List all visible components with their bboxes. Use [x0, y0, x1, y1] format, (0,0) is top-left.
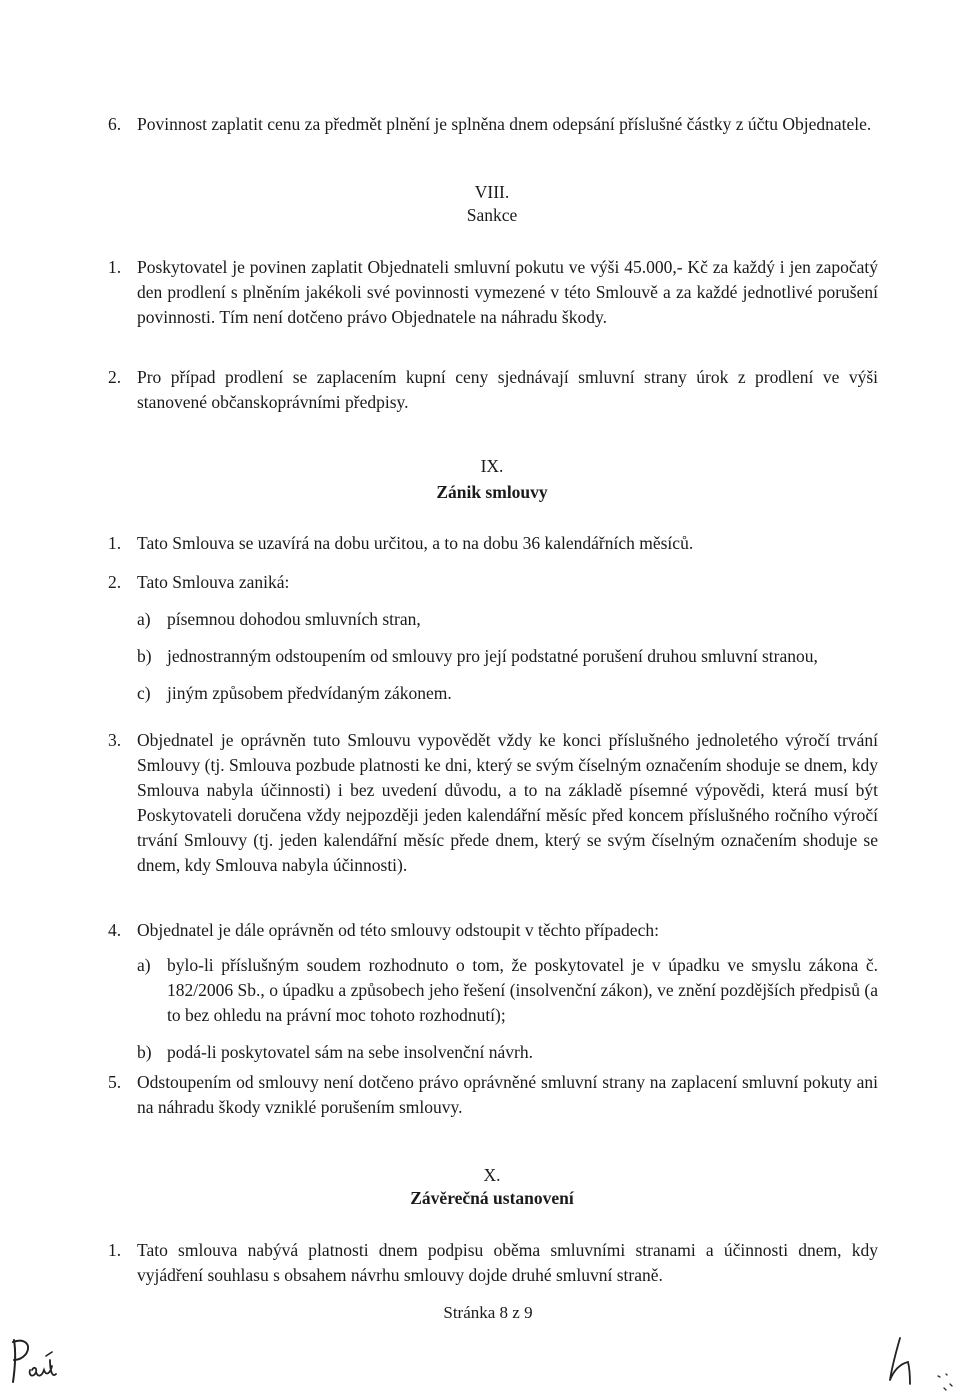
clause-number: 1.	[108, 533, 122, 553]
clause-ix-2	[108, 570, 878, 706]
clause-text: Objednatel je oprávněn tuto Smlouvu vypovědět vždy ke konci příslušného jednoletého výročí trvání Smlouvy (tj. Smlouva pozbude platnosti ke dni, který se svým číselným označením shoduje se dnem, kdy Smlouva nabyla účinnosti) i bez uvedení důvodu, a to na základě písemné výpovědi, která musí být Poskytovateli doručena vždy nejpozději jeden kalendářní měsíc před koncem příslušného ročního výročí trvání Smlouvy (tj. jeden kalendářní měsíc přede dnem, který se svým číselným označením shoduje se dnem, kdy Smlouva nabyla účinnosti).	[137, 730, 878, 875]
section-viii-title: Sankce	[466, 205, 518, 225]
clause-6	[108, 112, 878, 137]
subclause-text: podá-li poskytovatel sám na sebe insolvenční návrh.	[167, 1042, 533, 1062]
clause-viii-1	[108, 255, 878, 330]
section-viii-numeral: VIII.	[474, 182, 510, 202]
clause-text: Poskytovatel je povinen zaplatit Objednateli smluvní pokutu ve výši 45.000,- Kč za každý i jen započatý den prodlení s plněním jakékoli své povinnosti vymezené v této Smlouvě a za každé jednotlivé porušení povinnosti. Tím není dotčeno právo Objednatele na náhradu škody.	[137, 257, 878, 327]
subclause-letter: c)	[137, 683, 151, 703]
clause-number: 1.	[108, 257, 122, 277]
clause-ix-3	[108, 728, 878, 878]
subclause-letter: b)	[137, 646, 152, 666]
clause-number: 4.	[108, 920, 122, 940]
clause-number: 5.	[108, 1072, 122, 1092]
clause-number: 2.	[108, 367, 122, 387]
subclause-text: písemnou dohodou smluvních stran,	[167, 609, 421, 629]
handwritten-initials-signature	[6, 1330, 66, 1390]
clause-text: Pro případ prodlení se zaplacením kupní ceny sjednávají smluvní strany úrok z prodlení ve výši stanovené občanskoprávními předpisy.	[137, 367, 878, 412]
clause-ix-5	[108, 1070, 878, 1120]
clause-x-1	[108, 1238, 878, 1288]
section-x-numeral: X.	[483, 1165, 501, 1185]
clause-number: 1.	[108, 1240, 122, 1260]
subclause-text: jiným způsobem předvídaným zákonem.	[167, 683, 452, 703]
clause-ix-4	[108, 918, 878, 1065]
clause-text: Tato Smlouva zaniká:	[137, 572, 290, 592]
subclause-text: bylo-li příslušným soudem rozhodnuto o tom, že poskytovatel je v úpadku ve smyslu zákona č. 182/2006 Sb., o úpadku a způsobech jeho řešení (insolvenční zákon), ve znění pozdějších předpisů (a to bez ohledu na právní moc tohoto rozhodnutí);	[167, 955, 878, 1025]
clause-number: 6.	[108, 114, 122, 134]
clause-text: Povinnost zaplatit cenu za předmět plnění je splněna dnem odepsání příslušné částky z účtu Objednatele.	[137, 114, 872, 134]
subclause-letter: a)	[137, 955, 151, 975]
clause-ix-1	[108, 531, 878, 556]
clause-number: 3.	[108, 730, 122, 750]
section-ix-numeral: IX.	[480, 456, 504, 476]
section-x-title: Závěrečná ustanovení	[410, 1188, 574, 1208]
clause-text: Tato smlouva nabývá platnosti dnem podpisu oběma smluvními stranami a účinnosti dnem, kdy vyjádření souhlasu s obsahem návrhu smlouvy dojde druhé smluvní straně.	[137, 1240, 878, 1285]
subclause-letter: a)	[137, 609, 151, 629]
clause-text: Objednatel je dále oprávněn od této smlouvy odstoupit v těchto případech:	[137, 920, 659, 940]
section-ix-title: Zánik smlouvy	[436, 482, 548, 502]
page-number-footer: Stránka 8 z 9	[443, 1303, 533, 1322]
handwritten-initial-mark	[880, 1330, 958, 1392]
clause-text: Odstoupením od smlouvy není dotčeno právo oprávněné smluvní strany na zaplacení smluvní pokuty ani na náhradu škody vzniklé porušením smlouvy.	[137, 1072, 878, 1117]
clause-viii-2	[108, 365, 878, 415]
clause-text: Tato Smlouva se uzavírá na dobu určitou, a to na dobu 36 kalendářních měsíců.	[137, 533, 694, 553]
subclause-text: jednostranným odstoupením od smlouvy pro její podstatné porušení druhou smluvní stranou,	[167, 646, 818, 666]
clause-number: 2.	[108, 572, 122, 592]
subclause-letter: b)	[137, 1042, 152, 1062]
